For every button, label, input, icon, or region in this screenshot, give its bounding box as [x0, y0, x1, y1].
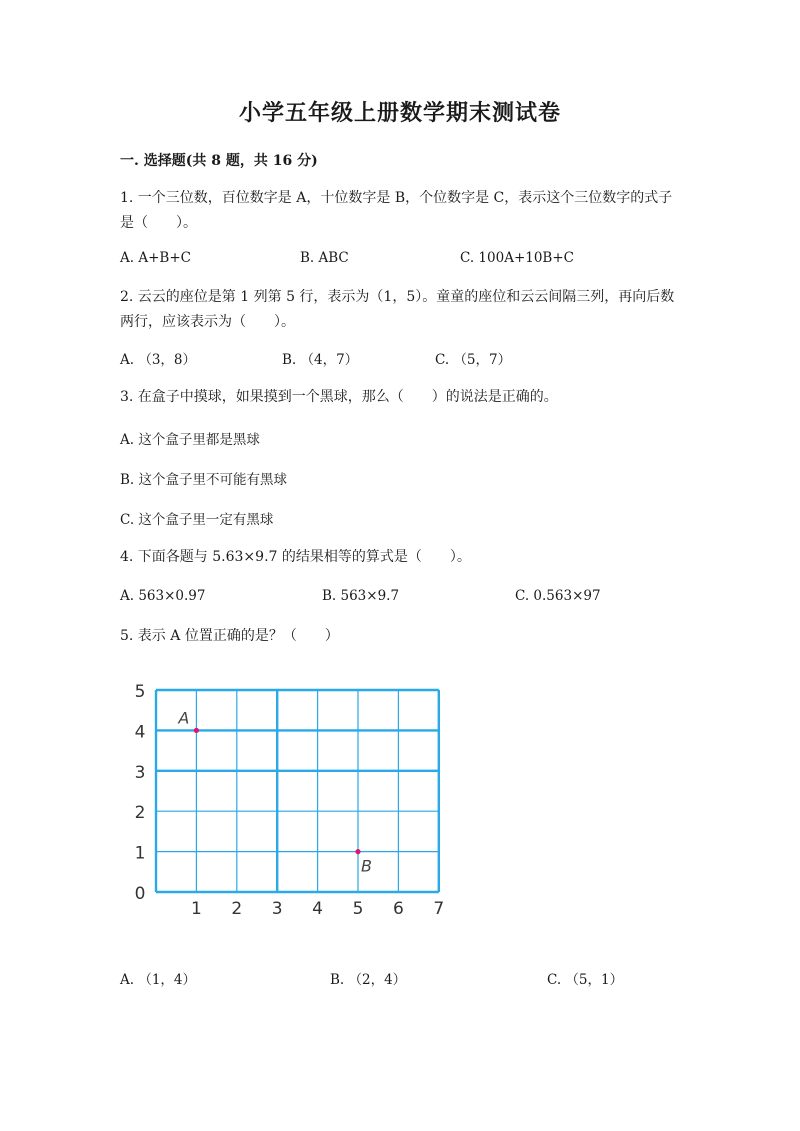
- y-tick-label: 0: [134, 884, 146, 904]
- y-tick-label: 3: [134, 762, 146, 783]
- question-1-option-b: B. ABC: [300, 250, 349, 266]
- x-tick-label: 4: [312, 899, 324, 919]
- section-heading: 一. 选择题(共 8 题，共 16 分): [120, 153, 318, 169]
- point-label: A: [178, 708, 190, 728]
- page-title: 小学五年级上册数学期末测试卷: [238, 100, 561, 126]
- question-4-option-b: B. 563×9.7: [322, 588, 400, 604]
- question-2-option-a: A. （3，8）: [120, 352, 197, 368]
- question-5-stem: 5. 表示 A 位置正确的是？（ ）: [120, 628, 339, 644]
- x-tick-labels: [191, 899, 444, 919]
- y-tick-labels: [135, 682, 146, 904]
- grid-lines: [156, 690, 439, 892]
- x-tick-label: 2: [231, 899, 243, 919]
- question-3-option-a: A. 这个盒子里都是黑球: [120, 432, 260, 448]
- question-4-option-c: C. 0.563×97: [515, 588, 601, 604]
- question-5-option-a: A. （1，4）: [120, 972, 197, 988]
- y-tick-label: 2: [134, 803, 146, 824]
- x-tick-label: 3: [271, 899, 283, 919]
- question-1-option-a: A. A+B+C: [120, 250, 191, 266]
- grid-points: [177, 708, 372, 875]
- question-4-stem: 4. 下面各题与 5.63×9.7 的结果相等的算式是（ ）。: [120, 549, 471, 565]
- coordinate-grid-figure: [120, 675, 460, 925]
- question-2-option-c: C. （5，7）: [435, 352, 512, 368]
- question-5-option-c: C. （5，1）: [547, 972, 624, 988]
- question-1-stem: 1. 一个三位数，百位数字是 A，十位数字是 B，个位数字是 C，表示这个三位数字的式子是（ ）。: [120, 190, 673, 231]
- point-marker: [355, 849, 360, 854]
- y-tick-label: 5: [134, 682, 146, 702]
- y-tick-label: 4: [134, 722, 146, 743]
- question-2-option-b: B. （4，7）: [282, 352, 359, 368]
- question-1-option-c: C. 100A+10B+C: [460, 250, 574, 266]
- question-3-stem: 3. 在盒子中摸球，如果摸到一个黑球，那么（ ）的说法是正确的。: [120, 389, 558, 405]
- question-2-stem: 2. 云云的座位是第 1 列第 5 行，表示为（1，5）。童童的座位和云云间隔三列，再向后数两行，应该表示为（ ）。: [120, 289, 675, 330]
- question-4-option-a: A. 563×0.97: [120, 588, 206, 604]
- point-marker: [194, 728, 199, 733]
- question-3-option-b: B. 这个盒子里不可能有黑球: [120, 472, 288, 488]
- x-tick-label: 7: [433, 899, 445, 919]
- x-tick-label: 5: [352, 899, 364, 919]
- question-3-option-c: C. 这个盒子里一定有黑球: [120, 512, 274, 528]
- question-5-option-b: B. （2，4）: [330, 972, 407, 988]
- y-tick-label: 1: [134, 843, 146, 864]
- x-tick-label: 6: [392, 899, 404, 919]
- point-label: B: [361, 856, 372, 876]
- x-tick-label: 1: [190, 899, 202, 919]
